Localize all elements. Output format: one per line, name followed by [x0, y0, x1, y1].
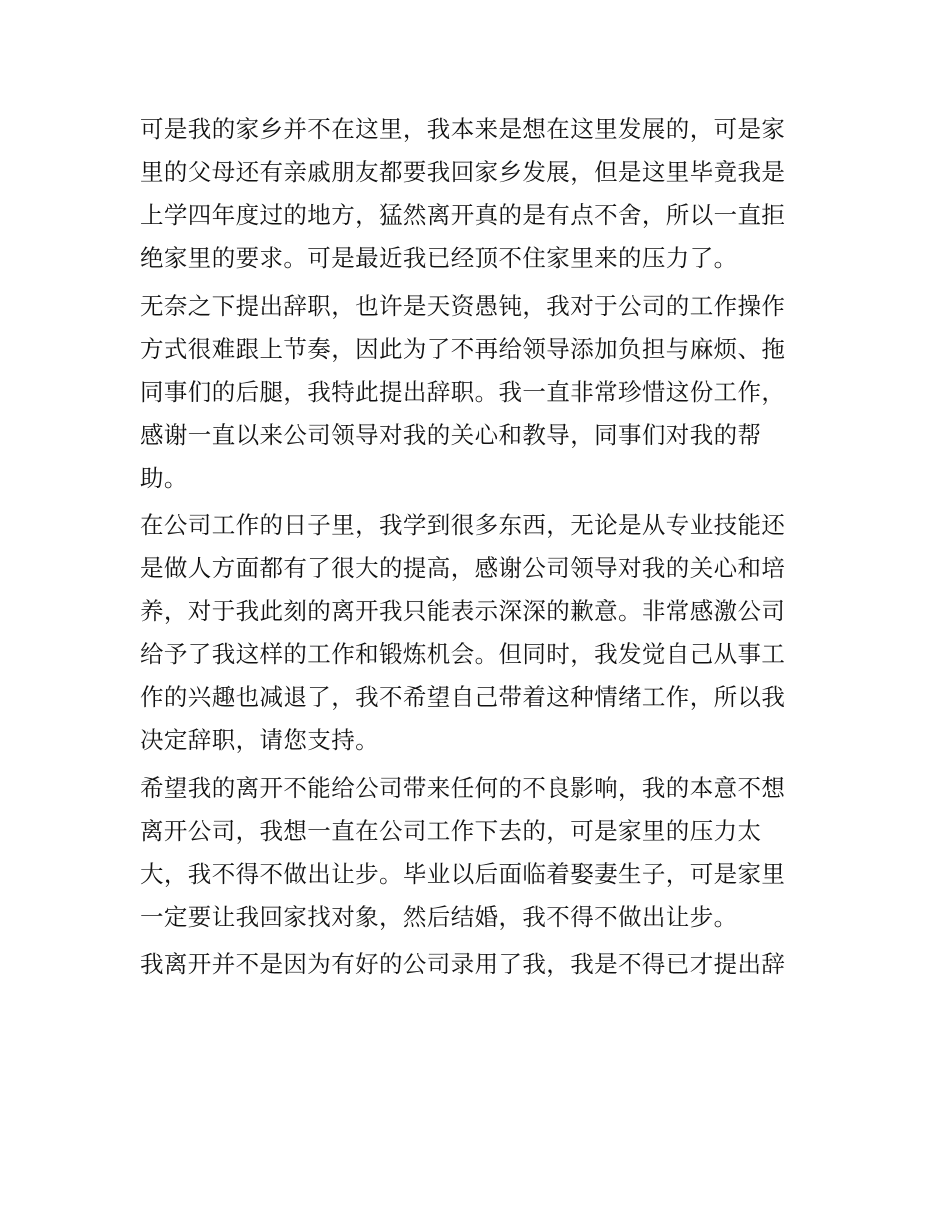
text-line: 我离开并不是因为有好的公司录用了我，我是不得已才提出辞	[140, 950, 786, 979]
text-line: 在公司工作的日子里，我学到很多东西，无论是从专业技能还	[140, 511, 786, 540]
text-line: 感谢一直以来公司领导对我的关心和教导，同事们对我的帮	[140, 420, 762, 449]
text-line: 作的兴趣也减退了，我不希望自己带着这种情绪工作，所以我	[140, 683, 786, 712]
text-line: 方式很难跟上节奏，因此为了不再给领导添加负担与麻烦、拖	[140, 334, 786, 363]
text-line: 一定要让我回家找对象，然后结婚，我不得不做出让步。	[140, 902, 738, 931]
text-line: 离开公司，我想一直在公司工作下去的，可是家里的压力太	[140, 816, 762, 845]
text-line: 助。	[140, 463, 188, 492]
text-line: 是做人方面都有了很大的提高，感谢公司领导对我的关心和培	[140, 554, 786, 583]
paragraph-3	[140, 504, 820, 762]
text-line: 决定辞职，请您支持。	[140, 726, 379, 755]
text-line: 可是我的家乡并不在这里，我本来是想在这里发展的，可是家	[140, 115, 786, 143]
text-line: 上学四年度过的地方，猛然离开真的是有点不舍，所以一直拒	[140, 201, 786, 229]
text-line: 给予了我这样的工作和锻炼机会。但同时，我发觉自己从事工	[140, 640, 786, 669]
text-line: 无奈之下提出辞职，也许是天资愚钝，我对于公司的工作操作	[140, 291, 786, 320]
paragraph-5	[140, 943, 820, 986]
paragraph-1	[140, 108, 820, 280]
text-line: 绝家里的要求。可是最近我已经顶不住家里来的压力了。	[140, 244, 738, 272]
text-line: 希望我的离开不能给公司带来任何的不良影响，我的本意不想	[140, 773, 786, 802]
document-body	[140, 108, 820, 986]
paragraph-2	[140, 285, 820, 500]
text-line: 里的父母还有亲戚朋友都要我回家乡发展，但是这里毕竟我是	[140, 158, 786, 186]
paragraph-4	[140, 767, 820, 939]
text-line: 养，对于我此刻的离开我只能表示深深的歉意。非常感激公司	[140, 597, 786, 626]
text-line: 同事们的后腿，我特此提出辞职。我一直非常珍惜这份工作，	[140, 377, 786, 406]
text-line: 大，我不得不做出让步。毕业以后面临着娶妻生子，可是家里	[140, 859, 786, 888]
